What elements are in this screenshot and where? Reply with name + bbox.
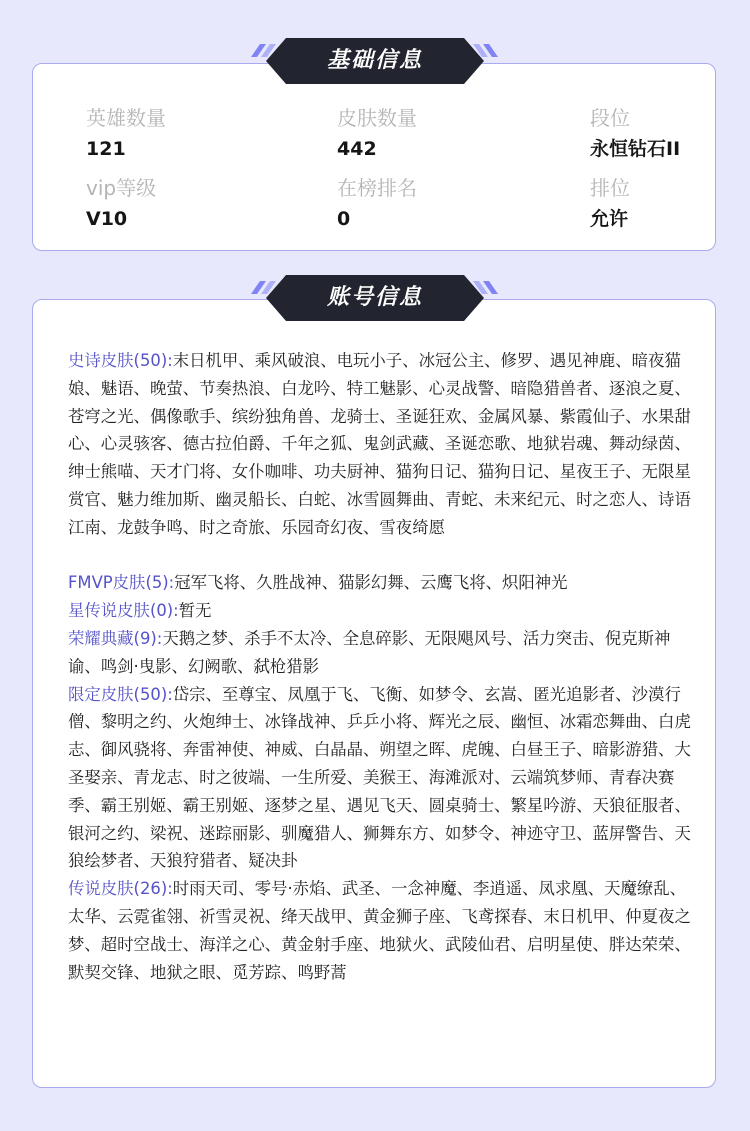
skin-section-glory-collection bbox=[68, 625, 696, 681]
stat-hero-count bbox=[86, 105, 286, 161]
basic-info-title-banner bbox=[246, 38, 504, 86]
account-info-title-banner bbox=[246, 275, 504, 323]
section-heading: 荣耀典藏(9): bbox=[68, 628, 163, 648]
section-content: 末日机甲、乘风破浪、电玩小子、冰冠公主、修罗、遇见神鹿、暗夜猫娘、魅语、晚萤、节奏热浪、白龙吟、特工魅影、心灵战警、暗隐猎兽者、逐浪之夏、苍穹之光、偶像歌手、缤纷独角兽、龙骑士、圣诞狂欢、金属风暴、紫霞仙子、水果甜心、心灵骇客、德古拉伯爵、千年之狐、鬼剑武藏、圣诞恋歌、地狱岩魂、舞动绿茵、绅士熊喵、天才门将、女仆咖啡、功夫厨神、猫狗日记、猫狗日记、星夜王子、无限星赏官、魅力维加斯、幽灵船长、白蛇、冰雪圆舞曲、青蛇、未来纪元、时之恋人、诗语江南、龙鼓争鸣、时之奇旅、乐园奇幻夜、雪夜绮愿 bbox=[68, 351, 691, 537]
skin-section-fmvp bbox=[68, 569, 696, 597]
stat-ranked-allowed bbox=[590, 175, 710, 231]
section-content: 岱宗、至尊宝、凤凰于飞、飞衡、如梦令、玄嵩、匿光追影者、沙漠行僧、黎明之约、火炮绅士、冰锋战神、乒乒小将、辉光之辰、幽恒、冰霜恋舞曲、白虎志、御风骁将、奔雷神使、神威、白晶晶、朔望之晖、虎魄、白昼王子、暗影游猎、大圣娶亲、青龙志、时之彼端、一生所爱、美猴王、海滩派对、云端筑梦师、青春决赛季、霸王别姬、霸王别姬、逐梦之星、遇见飞天、圆桌骑士、繁星吟游、天狼征服者、银河之约、梁祝、迷踪丽影、驯魔猎人、狮舞东方、如梦令、神迹守卫、蓝屏警告、天狼绘梦者、天狼狩猎者、疑决卦 bbox=[68, 684, 691, 871]
stat-value: 121 bbox=[86, 138, 126, 160]
account-info-title: 账号信息 bbox=[326, 285, 423, 310]
section-content: 暂无 bbox=[178, 601, 212, 621]
stat-label: 皮肤数量 bbox=[337, 106, 417, 130]
section-content: 天鹅之梦、杀手不太冷、全息碎影、无限飓风号、活力突击、倪克斯神谕、鸣剑·曳影、幻阙歌、弑枪猎影 bbox=[68, 628, 671, 676]
stat-label: vip等级 bbox=[86, 176, 157, 200]
skin-list bbox=[68, 347, 696, 986]
stat-label: 英雄数量 bbox=[86, 106, 166, 130]
section-content: 时雨天司、零号·赤焰、武圣、一念神魔、李逍遥、凤求凰、天魔缭乱、太华、云霓雀翎、祈雪灵祝、绛天战甲、黄金狮子座、飞鸢探春、末日机甲、仲夏夜之梦、超时空战士、海洋之心、黄金射手座、地狱火、武陵仙君、启明星使、胖达荣荣、默契交锋、地狱之眼、觅芳踪、鸣野蒿 bbox=[68, 879, 691, 982]
section-content: 冠军飞将、久胜战神、猫影幻舞、云鹰飞将、炽阳神光 bbox=[174, 573, 568, 593]
skin-section-epic bbox=[68, 347, 696, 542]
section-heading: 传说皮肤(26): bbox=[68, 879, 173, 899]
stat-value: 永恒钻石II bbox=[590, 138, 681, 160]
skin-section-star-legend bbox=[68, 597, 696, 625]
stat-label: 排位 bbox=[590, 176, 630, 200]
stat-value: 0 bbox=[337, 208, 351, 230]
skin-section-limited bbox=[68, 681, 696, 876]
section-heading: 星传说皮肤(0): bbox=[68, 601, 179, 621]
skin-section-legend bbox=[68, 875, 696, 986]
section-heading: 限定皮肤(50): bbox=[68, 684, 173, 704]
stat-vip-level bbox=[86, 175, 286, 231]
stat-leaderboard-rank bbox=[337, 175, 537, 231]
stat-skin-count bbox=[337, 105, 537, 161]
section-heading: 史诗皮肤(50): bbox=[68, 351, 173, 370]
stat-label: 在榜排名 bbox=[337, 176, 417, 200]
stat-value: 442 bbox=[337, 138, 377, 160]
stat-rank-tier bbox=[590, 105, 710, 161]
stat-value: V10 bbox=[86, 208, 128, 230]
stat-value: 允许 bbox=[590, 208, 629, 230]
stat-label: 段位 bbox=[590, 106, 630, 130]
section-heading: FMVP皮肤(5): bbox=[68, 573, 175, 593]
basic-info-title: 基础信息 bbox=[326, 48, 423, 73]
